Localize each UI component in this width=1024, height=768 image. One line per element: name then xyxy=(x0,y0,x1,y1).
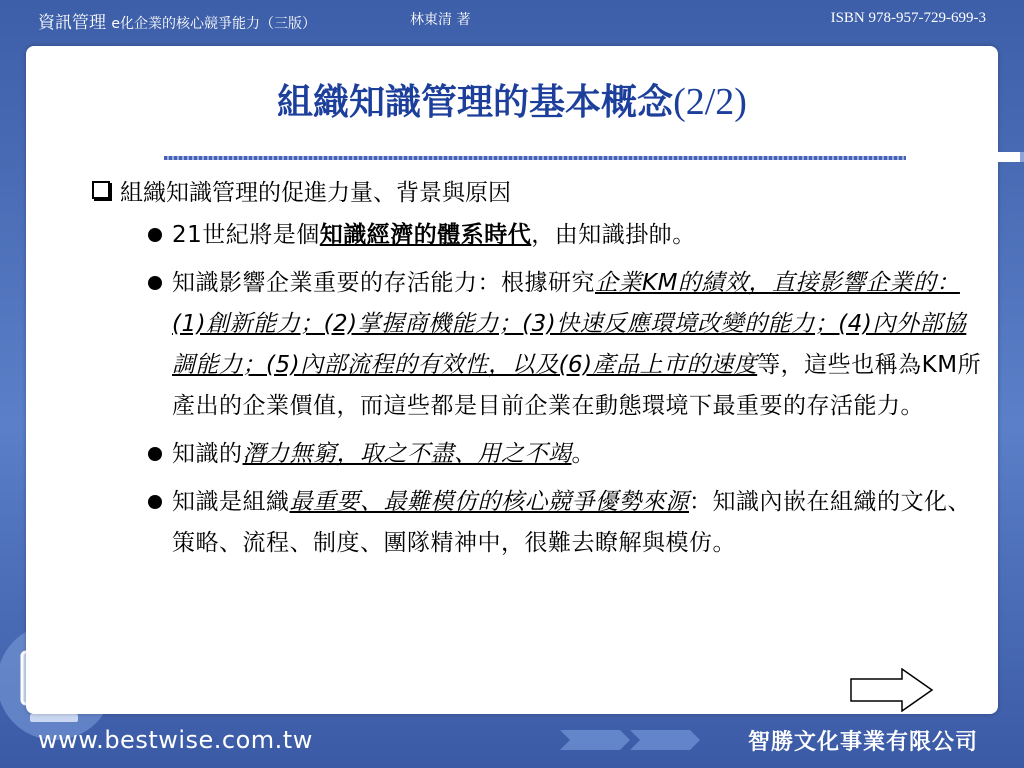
right-arrow-icon[interactable] xyxy=(850,668,934,712)
slide-title-number: (2/2) xyxy=(673,81,747,123)
filled-circle-icon xyxy=(148,447,162,461)
publisher-name: 智勝文化事業有限公司 xyxy=(747,730,978,755)
bullet-2-emphasis: 企業KM的績效，直接影響企業的：(1)創新能力；(2)掌握商機能力；(3)快速反應環境改變的能力；(4)內外部協調能力；(5)內部流程的有效性，以及(6)產品上市的速度 xyxy=(172,270,967,378)
bullet-1-text: 21世紀將是個 xyxy=(172,222,320,248)
bullet-4-tail: ：知識內嵌在組織的文化、策略、流程、制度、團隊精神中，很難去瞭解與模仿。 xyxy=(172,489,971,556)
bullet-3-emphasis: 潛力無窮，取之不盡、用之不竭 xyxy=(242,441,572,467)
author: 林東清 著 xyxy=(410,12,471,28)
bullet-3 xyxy=(92,434,982,475)
bullet-1-emphasis: 知識經濟的體系時代 xyxy=(319,222,532,248)
divider-blocks xyxy=(980,152,1024,162)
bullet-1-tail: ，由知識掛帥。 xyxy=(531,222,696,248)
bullet-2 xyxy=(92,263,982,427)
checkbox-square-icon xyxy=(92,181,110,199)
course-name: 資訊管理 xyxy=(38,13,106,33)
divider-line xyxy=(164,156,906,160)
book-title: e化企業的核心競爭能力（三版） xyxy=(111,16,317,32)
bullet-4 xyxy=(92,482,982,564)
bullet-4-emphasis: 最重要、最難模仿的核心競爭優勢來源 xyxy=(289,489,689,515)
bullet-4-text: 知識是組織 xyxy=(172,489,290,515)
filled-circle-icon xyxy=(148,276,162,290)
isbn: ISBN 978-957-729-699-3 xyxy=(830,10,986,26)
filled-circle-icon xyxy=(148,495,162,509)
footer-stripes xyxy=(560,720,740,760)
bullet-2-text: 知識影響企業重要的存活能力：根據研究 xyxy=(172,270,595,296)
bullet-1 xyxy=(92,215,982,256)
website-url[interactable]: www.bestwise.com.tw xyxy=(38,726,313,754)
filled-circle-icon xyxy=(148,228,162,242)
title-divider xyxy=(164,150,906,162)
heading-text: 組織知識管理的促進力量、背景與原因 xyxy=(120,179,511,206)
heading-bullet xyxy=(92,172,982,208)
header-course xyxy=(38,8,316,33)
slide-title-text: 組織知識管理的基本概念 xyxy=(277,82,674,123)
slide-title xyxy=(0,74,1024,125)
header-bar xyxy=(0,0,1024,36)
slide-body xyxy=(92,172,982,564)
bullet-2-tail: 等，這些也稱為KM所產出的企業價值，而這些都是目前企業在動態環境下最重要的存活能力。 xyxy=(172,352,982,419)
bullet-3-text: 知識的 xyxy=(172,441,243,467)
bullet-3-tail: 。 xyxy=(571,441,595,467)
